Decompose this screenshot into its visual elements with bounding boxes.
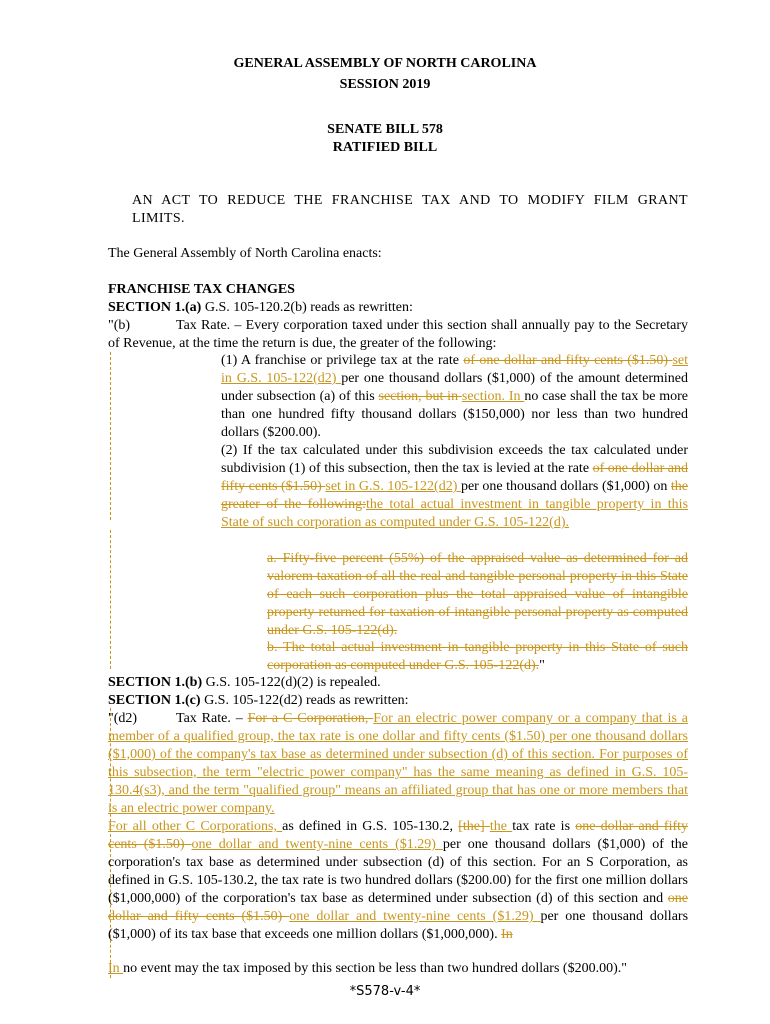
revision-bar: [110, 530, 111, 669]
section-label: SECTION 1.(a): [108, 300, 202, 315]
section-text: G.S. 105-120.2(b) reads as rewritten:: [201, 300, 413, 315]
sub-item-a: [267, 550, 688, 640]
subdivision-2: [221, 442, 688, 532]
bill-status-heading: RATIFIED BILL: [332, 140, 438, 155]
subsection-text: Every corporation taxed under this section shall annually pay to the Secretary of Revenue, at the time the return is due, the greater of the following:: [108, 318, 688, 351]
subsection-lead: "(d2): [108, 711, 138, 726]
deleted-text: b. The total actual investment in tangible property in this State of such corporation as computed under G.S. 105-122(d).: [267, 640, 688, 673]
inserted-text: In: [108, 961, 124, 976]
inserted-text: the total actual investment in tangible property in this State of such corporation as computed under G.S. 105-122(d).: [221, 497, 689, 530]
section-1b: [108, 674, 688, 692]
deleted-text: one dollar and fifty cents ($1.50): [108, 891, 688, 924]
deleted-text: section, but in: [378, 389, 462, 404]
text-run: no case shall the tax be more than one hundred fifty thousand dollars ($150,000) nor less than two hundred dollars ($200.00).: [221, 389, 688, 440]
inserted-text: one dollar and twenty-nine cents ($1.29): [191, 837, 443, 852]
enacting-clause: The General Assembly of North Carolina enacts:: [108, 246, 382, 261]
section-label: SECTION 1.(b): [108, 675, 203, 690]
deleted-text: the greater of the following:: [221, 479, 688, 512]
deleted-text: one dollar and fifty cents ($1.50): [108, 819, 689, 852]
subsection-title: Tax Rate. –: [176, 711, 248, 726]
section-text: G.S. 105-122(d)(2) is repealed.: [202, 675, 381, 690]
deleted-text: [the]: [458, 819, 490, 834]
closing-quote: ": [539, 658, 545, 673]
section-text: G.S. 105-122(d2) reads as rewritten:: [200, 693, 409, 708]
subsection-d2-paragraph-3: [108, 960, 688, 978]
section-label: SECTION 1.(c): [108, 693, 201, 708]
inserted-text: section. In: [461, 389, 525, 404]
subsection-title: Tax Rate. –: [176, 318, 246, 333]
section-1a: [108, 299, 688, 317]
deleted-text: of one dollar and fifty cents ($1.50): [463, 353, 673, 368]
subdivision-1: [221, 352, 688, 442]
text-run: per one thousand dollars ($1,000) of the corporation's tax base as determined under subsection (d) of this section. For an S Corporation, as defined in G.S. 105-130.2, the tax rate is two hundred dollars ($200.00) for the first one million dollars ($1,000,000) of the corporation's tax base as determined under subsection (d) of this section and: [108, 837, 689, 906]
subsection-b: [108, 317, 688, 353]
inserted-text: set in G.S. 105-122(d2): [221, 353, 688, 386]
revision-bar: [110, 352, 111, 520]
text-run: (2) If the tax calculated under this subdivision exceeds the tax calculated under subdivision (1) of this subsection, then the tax is levied at the rate: [221, 443, 688, 476]
subsection-d2-paragraph-2: [108, 818, 688, 944]
document-footer-code: *S578-v-4*: [349, 984, 421, 999]
text-run: per one thousand dollars ($1,000) of its tax base that exceeds one million dollars ($1,000,000).: [108, 909, 689, 942]
section-1c: [108, 692, 688, 710]
subsection-lead: "(b): [108, 318, 131, 333]
text-run: (1) A franchise or privilege tax at the rate: [221, 353, 464, 368]
deleted-text: a. Fifty-five percent (55%) of the appraised value as determined for ad valorem taxation of all the real and tangible personal property in this State of each such corporation plus the total appraised value of intangible property returned for taxation of intangible personal property as computed under G.S. 105-122(d).: [267, 551, 688, 638]
sub-item-b: [267, 639, 688, 675]
text-run: no event may the tax imposed by this section be less than two hundred dollars ($200.00).": [123, 961, 627, 976]
deleted-text: In: [501, 927, 513, 942]
inserted-text: the: [489, 819, 513, 834]
act-title: AN ACT TO REDUCE THE FRANCHISE TAX AND TO MODIFY FILM GRANT LIMITS.: [132, 193, 688, 226]
session-heading: SESSION 2019: [339, 77, 431, 92]
deleted-text: For a C Corporation,: [247, 711, 374, 726]
inserted-text: For an electric power company or a company that is a member of a qualified group, the tax rate is one dollar and fifty cents ($1.50) per one thousand dollars ($1,000) of the company's tax base as determined under subsection (d) of this section. For purposes of this subsection, the term "electric power company" has the same meaning as defined in G.S. 105-130.4(s3), and the term "qualified group" means an affiliated group that has one or more members that is an electric power company.: [108, 711, 688, 816]
assembly-heading: GENERAL ASSEMBLY OF NORTH CAROLINA: [233, 56, 537, 71]
text-run: per one thousand dollars ($1,000) of the amount determined under subsection (a) of this: [221, 371, 688, 404]
inserted-text: For all other C Corporations,: [108, 819, 283, 834]
deleted-text: of one dollar and fifty cents ($1.50): [221, 461, 688, 494]
bill-number-heading: SENATE BILL 578: [327, 122, 443, 137]
text-run: per one thousand dollars ($1,000) on: [460, 479, 671, 494]
inserted-text: one dollar and twenty-nine cents ($1.29): [289, 909, 541, 924]
part-heading: FRANCHISE TAX CHANGES: [108, 282, 295, 297]
inserted-text: set in G.S. 105-122(d2): [325, 479, 461, 494]
subsection-d2: [108, 710, 688, 818]
text-run: as defined in G.S. 105-130.2,: [282, 819, 459, 834]
text-run: tax rate is: [512, 819, 576, 834]
